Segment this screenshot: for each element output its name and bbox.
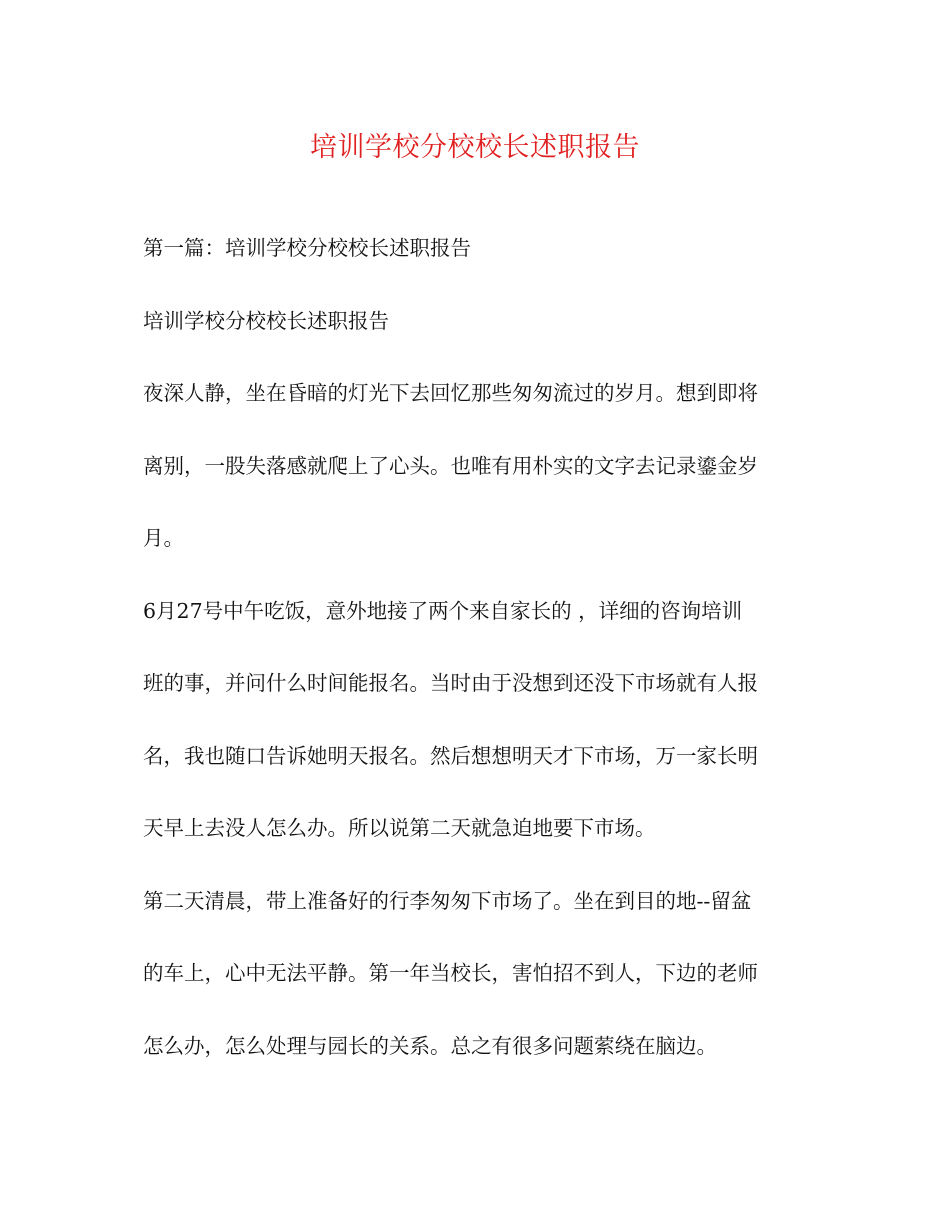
paragraph-line: 夜深人静，坐在昏暗的灯光下去回忆那些匆匆流过的岁月。想到即将 (143, 381, 758, 405)
paragraph-line: 名，我也随口告诉她明天报名。然后想想明天才下市场，万一家长明 (143, 744, 758, 768)
paragraph-line: 班的事，并问什么时间能报名。当时由于没想到还没下市场就有人报 (143, 671, 758, 695)
subheading: 培训学校分校校长述职报告 (143, 309, 389, 333)
document-title: 培训学校分校校长述职报告 (310, 132, 640, 163)
paragraph-line: 月。 (143, 526, 184, 550)
paragraph-line: 6月27号中午吃饭，意外地接了两个来自家长的 ，详细的咨询培训 (143, 599, 743, 623)
paragraph-line: 离别，一股失落感就爬上了心头。也唯有用朴实的文字去记录鎏金岁 (143, 454, 758, 478)
paragraph-line: 天早上去没人怎么办。所以说第二天就急迫地要下市场。 (143, 816, 656, 840)
paragraph-line: 怎么办，怎么处理与园长的关系。总之有很多问题萦绕在脑边。 (143, 1034, 717, 1058)
section-heading: 第一篇：培训学校分校校长述职报告 (143, 236, 471, 260)
paragraph-line: 的车上，心中无法平静。第一年当校长，害怕招不到人，下边的老师 (143, 961, 758, 985)
paragraph-line: 第二天清晨，带上准备好的行李匆匆下市场了。坐在到目的地--留盆 (143, 889, 752, 913)
